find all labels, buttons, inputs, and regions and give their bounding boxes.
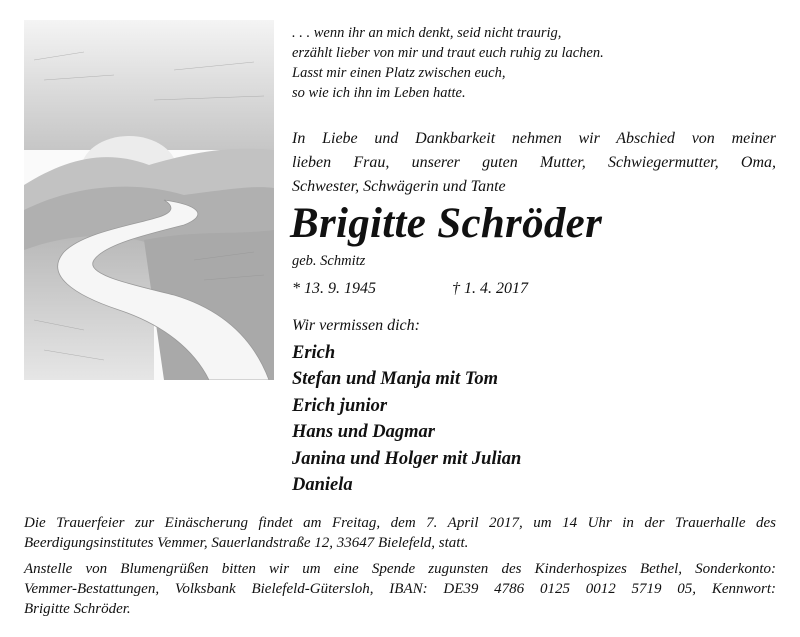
farewell-intro: [292, 127, 776, 199]
intro-line: Schwester, Schwägerin und Tante: [292, 178, 506, 195]
mourner-name: Daniela: [292, 475, 353, 496]
deceased-name: Brigitte Schröder: [290, 200, 603, 247]
poem-line: . . . wenn ihr an mich denkt, seid nicht traurig,: [292, 25, 562, 41]
mourner-name: Erich junior: [292, 395, 388, 416]
poem-line: erzählt lieber von mir und traut euch ruhig zu lachen.: [292, 45, 604, 61]
notice-line: Vemmer-Bestattungen, Volksbank Bielefeld-Gütersloh, IBAN: DE39 4786 0125 0012 5719 05, Kennwort:: [24, 581, 776, 597]
intro-line: lieben Frau, unserer guten Mutter, Schwiegermutter, Oma,: [292, 154, 776, 171]
mourner-name: Erich: [292, 343, 336, 363]
donation-notice: [24, 559, 776, 619]
poem: [292, 23, 604, 103]
mourners-list: [292, 340, 521, 498]
notice-line: Die Trauerfeier zur Einäscherung findet am Freitag, dem 7. April 2017, um 14 Uhr in der Trauerhalle des: [24, 515, 776, 531]
landscape-illustration: [24, 20, 274, 380]
notice-line: Anstelle von Blumengrüßen bitten wir um eine Spende zugunsten des Kinderhospizes Bethel, Sonderkonto:: [24, 561, 776, 577]
notice-line: Brigitte Schröder.: [24, 601, 131, 617]
landscape-river-icon: [24, 20, 274, 380]
notices: [24, 513, 776, 619]
poem-line: so wie ich ihn im Leben hatte.: [292, 85, 466, 101]
intro-line: In Liebe und Dankbarkeit nehmen wir Abschied von meiner: [292, 130, 776, 147]
mourner-name: Janina und Holger mit Julian: [292, 448, 522, 469]
mourner-name: Stefan und Manja mit Tom: [292, 369, 498, 390]
birth-date: * 13. 9. 1945: [292, 280, 376, 297]
poem-line: Lasst mir einen Platz zwischen euch,: [292, 65, 506, 81]
notice-line: Beerdigungsinstitutes Vemmer, Sauerlandstraße 12, 33647 Bielefeld, statt.: [24, 535, 469, 551]
maiden-name: geb. Schmitz: [292, 253, 366, 269]
death-date: † 1. 4. 2017: [452, 280, 528, 297]
mourners-heading: Wir vermissen dich:: [292, 317, 420, 334]
mourner-name: Hans und Dagmar: [292, 422, 435, 443]
funeral-notice: [24, 513, 776, 553]
